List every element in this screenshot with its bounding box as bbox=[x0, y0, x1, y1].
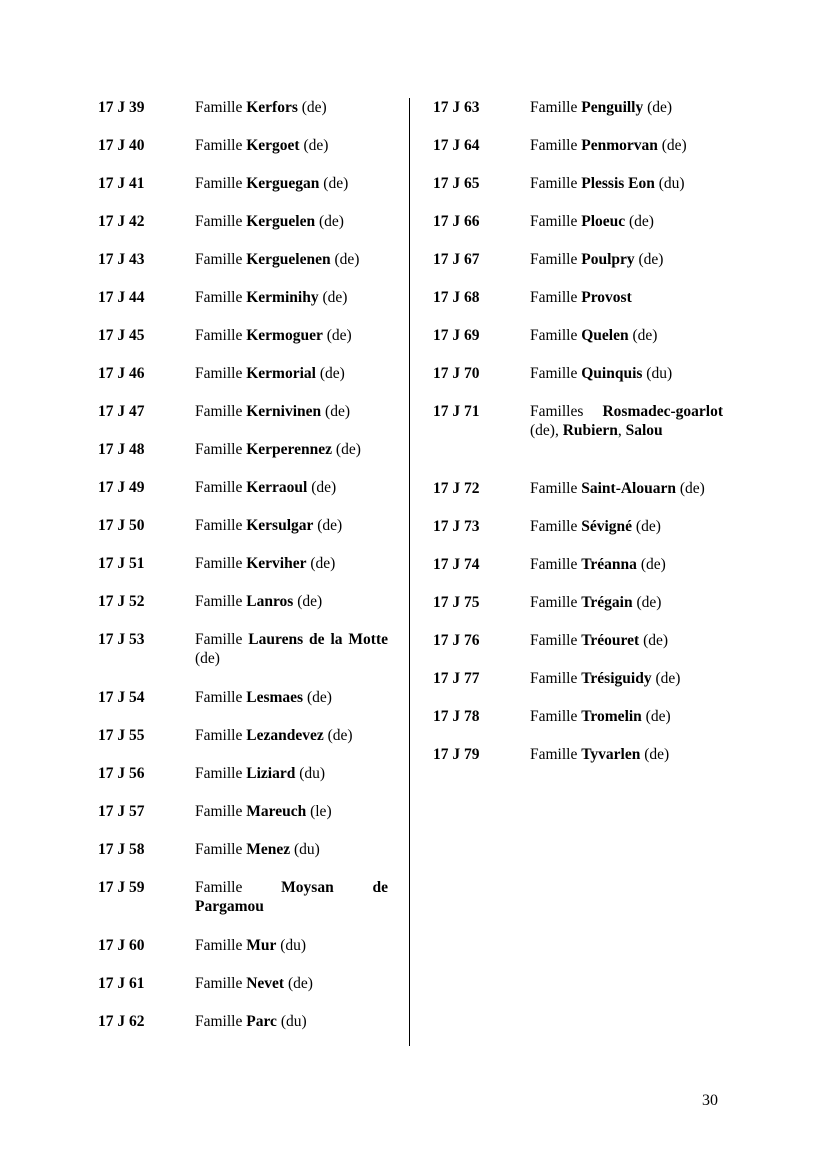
entry-17j57 bbox=[98, 802, 388, 840]
entry-17j46 bbox=[98, 364, 388, 402]
entry-code: 17 J 46 bbox=[98, 365, 145, 382]
entry-17j74 bbox=[433, 555, 723, 593]
entry-description: Famille Lanros (de) bbox=[195, 593, 323, 610]
entry-description: Famille Kerguegan (de) bbox=[195, 175, 349, 192]
entry-code: 17 J 68 bbox=[433, 289, 480, 306]
entry-code: 17 J 62 bbox=[98, 1013, 145, 1030]
entry-description: Famille Mareuch (le) bbox=[195, 803, 332, 820]
entry-17j77 bbox=[433, 669, 723, 707]
entry-17j41 bbox=[98, 174, 388, 212]
entry-code: 17 J 39 bbox=[98, 99, 145, 116]
entry-description: Famille Parc (du) bbox=[195, 1013, 307, 1030]
entry-code: 17 J 57 bbox=[98, 803, 145, 820]
entry-code: 17 J 58 bbox=[98, 841, 145, 858]
entry-description: Famille Provost bbox=[530, 289, 632, 306]
entry-code: 17 J 48 bbox=[98, 441, 145, 458]
entry-17j70 bbox=[433, 364, 723, 402]
entry-description: Famille Lezandevez (de) bbox=[195, 727, 353, 744]
entry-code: 17 J 63 bbox=[433, 99, 480, 116]
entry-code: 17 J 66 bbox=[433, 213, 480, 230]
entry-code: 17 J 61 bbox=[98, 975, 145, 992]
entry-17j50 bbox=[98, 516, 388, 554]
entry-17j71 bbox=[433, 402, 723, 479]
entry-17j51 bbox=[98, 554, 388, 592]
entry-17j39 bbox=[98, 98, 388, 136]
entry-17j42 bbox=[98, 212, 388, 250]
entry-code: 17 J 78 bbox=[433, 708, 480, 725]
entry-code: 17 J 70 bbox=[433, 365, 480, 382]
entry-17j49 bbox=[98, 478, 388, 516]
entry-description: Famille Trégain (de) bbox=[530, 594, 662, 611]
entry-17j44 bbox=[98, 288, 388, 326]
entry-description: Famille Kermoguer (de) bbox=[195, 327, 352, 344]
entry-description: Famille Plessis Eon (du) bbox=[530, 175, 685, 192]
entry-17j78 bbox=[433, 707, 723, 745]
entry-description: Famille Tromelin (de) bbox=[530, 708, 671, 725]
page-number: 30 bbox=[702, 1092, 718, 1109]
entry-code: 17 J 71 bbox=[433, 403, 480, 420]
entry-description: Famille Kerminihy (de) bbox=[195, 289, 348, 306]
entry-description: Famille Mur (du) bbox=[195, 937, 307, 954]
entry-17j72 bbox=[433, 479, 723, 517]
entry-description: Famille Sévigné (de) bbox=[530, 518, 661, 535]
entry-17j53 bbox=[98, 630, 388, 688]
entry-17j59 bbox=[98, 878, 388, 936]
entry-code: 17 J 77 bbox=[433, 670, 480, 687]
entry-code: 17 J 67 bbox=[433, 251, 480, 268]
entry-code: 17 J 54 bbox=[98, 689, 145, 706]
entry-code: 17 J 79 bbox=[433, 746, 480, 763]
entry-description: Famille Moysan de Pargamou bbox=[195, 879, 388, 915]
left-column bbox=[98, 98, 388, 1050]
entry-code: 17 J 40 bbox=[98, 137, 145, 154]
entry-17j48 bbox=[98, 440, 388, 478]
entry-code: 17 J 73 bbox=[433, 518, 480, 535]
entry-code: 17 J 43 bbox=[98, 251, 145, 268]
entry-17j76 bbox=[433, 631, 723, 669]
entry-description: Famille Penmorvan (de) bbox=[530, 137, 687, 154]
entry-code: 17 J 47 bbox=[98, 403, 145, 420]
entry-description: Famille Nevet (de) bbox=[195, 975, 313, 992]
entry-description: Famille Laurens de la Motte (de) bbox=[195, 631, 389, 667]
entry-17j55 bbox=[98, 726, 388, 764]
entry-description: Famille Tréanna (de) bbox=[530, 556, 666, 573]
entry-description: Famille Quelen (de) bbox=[530, 327, 658, 344]
entry-description: Famille Lesmaes (de) bbox=[195, 689, 332, 706]
entry-description: Famille Ploeuc (de) bbox=[530, 213, 654, 230]
entry-17j43 bbox=[98, 250, 388, 288]
right-column bbox=[433, 98, 723, 783]
entry-17j75 bbox=[433, 593, 723, 631]
entry-17j63 bbox=[433, 98, 723, 136]
entry-code: 17 J 41 bbox=[98, 175, 145, 192]
entry-code: 17 J 60 bbox=[98, 937, 145, 954]
entry-description: Famille Penguilly (de) bbox=[530, 99, 673, 116]
entry-code: 17 J 44 bbox=[98, 289, 145, 306]
entry-17j54 bbox=[98, 688, 388, 726]
entry-17j66 bbox=[433, 212, 723, 250]
entry-description: Famille Kerviher (de) bbox=[195, 555, 336, 572]
entry-description: Famille Tyvarlen (de) bbox=[530, 746, 670, 763]
entry-code: 17 J 56 bbox=[98, 765, 145, 782]
entry-description: Famille Saint-Alouarn (de) bbox=[530, 480, 705, 497]
entry-description: Famille Quinquis (du) bbox=[530, 365, 673, 382]
entry-description: Famille Trésiguidy (de) bbox=[530, 670, 681, 687]
entry-code: 17 J 51 bbox=[98, 555, 145, 572]
entry-17j56 bbox=[98, 764, 388, 802]
entry-17j73 bbox=[433, 517, 723, 555]
column-divider bbox=[409, 98, 410, 1046]
entry-code: 17 J 69 bbox=[433, 327, 480, 344]
entry-description: Familles Rosmadec-goarlot (de), Rubiern, Salou bbox=[530, 403, 723, 439]
entry-code: 17 J 64 bbox=[433, 137, 480, 154]
entry-17j69 bbox=[433, 326, 723, 364]
entry-code: 17 J 42 bbox=[98, 213, 145, 230]
entry-description: Famille Kerraoul (de) bbox=[195, 479, 337, 496]
entry-17j60 bbox=[98, 936, 388, 974]
entry-17j64 bbox=[433, 136, 723, 174]
entry-description: Famille Kersulgar (de) bbox=[195, 517, 343, 534]
entry-description: Famille Menez (du) bbox=[195, 841, 320, 858]
entry-code: 17 J 65 bbox=[433, 175, 480, 192]
entry-description: Famille Kergoet (de) bbox=[195, 137, 329, 154]
entry-code: 17 J 55 bbox=[98, 727, 145, 744]
entry-code: 17 J 75 bbox=[433, 594, 480, 611]
entry-17j45 bbox=[98, 326, 388, 364]
entry-description: Famille Liziard (du) bbox=[195, 765, 326, 782]
entry-code: 17 J 52 bbox=[98, 593, 145, 610]
entry-description: Famille Poulpry (de) bbox=[530, 251, 664, 268]
entry-description: Famille Tréouret (de) bbox=[530, 632, 669, 649]
entry-17j65 bbox=[433, 174, 723, 212]
entry-description: Famille Kermorial (de) bbox=[195, 365, 345, 382]
entry-17j52 bbox=[98, 592, 388, 630]
entry-code: 17 J 45 bbox=[98, 327, 145, 344]
entry-code: 17 J 53 bbox=[98, 631, 145, 648]
entry-17j40 bbox=[98, 136, 388, 174]
entry-17j62 bbox=[98, 1012, 388, 1050]
entry-17j68 bbox=[433, 288, 723, 326]
entry-description: Famille Kernivinen (de) bbox=[195, 403, 350, 420]
entry-code: 17 J 76 bbox=[433, 632, 480, 649]
entry-code: 17 J 74 bbox=[433, 556, 480, 573]
entry-description: Famille Kerperennez (de) bbox=[195, 441, 361, 458]
entry-code: 17 J 59 bbox=[98, 879, 145, 896]
entry-description: Famille Kerfors (de) bbox=[195, 99, 327, 116]
entry-17j58 bbox=[98, 840, 388, 878]
entry-code: 17 J 72 bbox=[433, 480, 480, 497]
entry-code: 17 J 49 bbox=[98, 479, 145, 496]
entry-17j47 bbox=[98, 402, 388, 440]
entry-17j79 bbox=[433, 745, 723, 783]
entry-description: Famille Kerguelenen (de) bbox=[195, 251, 360, 268]
entry-code: 17 J 50 bbox=[98, 517, 145, 534]
entry-description: Famille Kerguelen (de) bbox=[195, 213, 344, 230]
entry-17j67 bbox=[433, 250, 723, 288]
entry-17j61 bbox=[98, 974, 388, 1012]
